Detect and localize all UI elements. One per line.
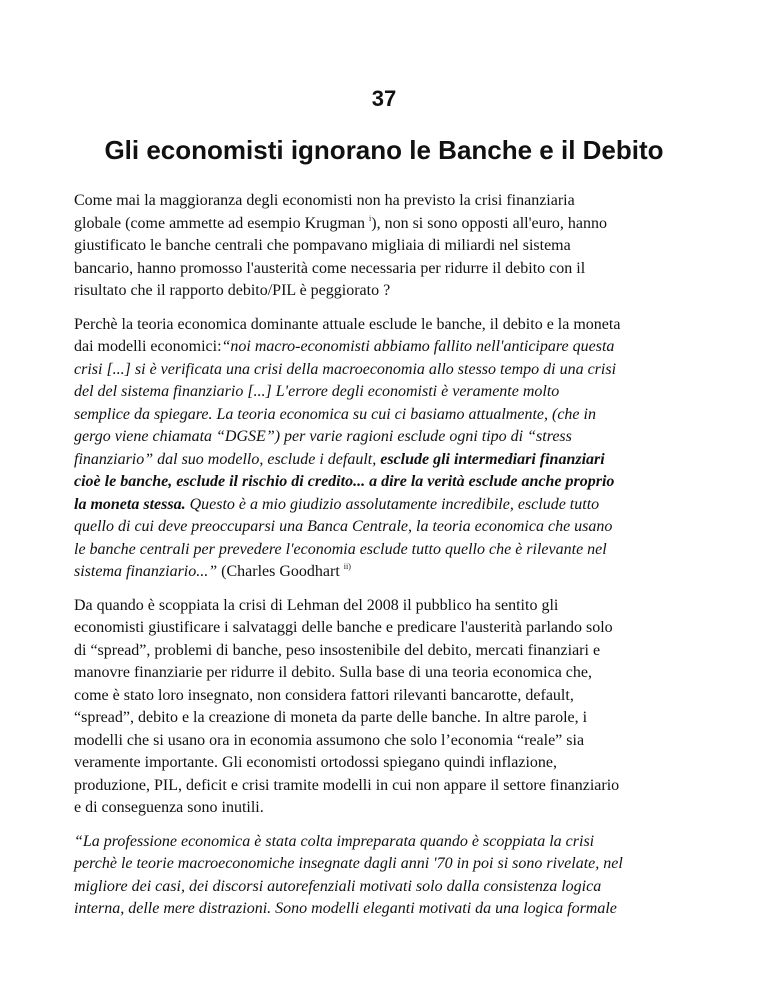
quote-line: migliore dei casi, dei discorsi autorefenziali motivati solo dalla consistenza logica xyxy=(74,877,602,895)
footnote-ref-i[interactable]: i xyxy=(369,213,372,223)
chapter-number: 37 xyxy=(371,86,397,111)
text-line: risultato che il rapporto debito/PIL è peggiorato ? xyxy=(74,282,391,299)
paragraph-4 xyxy=(74,831,694,921)
text-line: e di conseguenza sono inutili. xyxy=(74,799,264,816)
quote-line: interna, delle mere distrazioni. Sono modelli eleganti motivati da una logica formale xyxy=(74,900,617,917)
quote-line: perchè le teorie macroeconomiche insegnate dagli anni '70 in poi si sono rivelate, nel xyxy=(74,855,623,872)
body-text xyxy=(74,190,694,932)
text-line xyxy=(74,213,694,236)
emphasis-run: cioè le banche, esclude il rischio di credito... a dire la verità esclude anche proprio xyxy=(74,473,615,490)
text-run: ), non si sono opposti all'euro, hanno xyxy=(371,214,607,232)
quote-line xyxy=(74,449,694,472)
text-line: Perchè la teoria economica dominante attuale esclude le banche, il debito e la moneta xyxy=(74,315,621,333)
quote-line xyxy=(74,471,694,494)
quote-run: sistema finanziario...” xyxy=(74,563,222,580)
quote-line: le banche centrali per prevedere l'economia esclude tutto quello che è rilevante nel xyxy=(74,540,607,558)
text-run: globale (come ammette ad esempio Krugman xyxy=(74,214,370,232)
quote-run: “noi macro-economisti abbiamo fallito nell'anticipare questa xyxy=(221,338,615,355)
text-line: modelli che si usano ora in economia assumono che solo l’economia “reale” sia xyxy=(74,731,585,749)
text-line: come è stato loro insegnato, non considera fattori rilevanti bancarotte, default, xyxy=(74,686,574,704)
text-line: economisti giustificare i salvataggi delle banche e predicare l'austerità parlando solo xyxy=(74,619,613,636)
text-line: manovre finanziarie per ridurre il debito. Sulla base di una teoria economica che, xyxy=(74,664,593,681)
text-line: veramente importante. Gli economisti ortodossi spiegano quindi inflazione, xyxy=(74,754,557,771)
emphasis-run: esclude gli intermediari finanziari xyxy=(380,450,605,468)
quote-line: semplice da spiegare. La teoria economica su cui ci basiamo attualmente, (che in xyxy=(74,405,596,423)
emphasis-run: la moneta stessa. xyxy=(74,495,186,513)
paragraph-1 xyxy=(74,190,694,303)
text-line: produzione, PIL, deficit e crisi tramite modelli in cui non appare il settore finanziario xyxy=(74,776,620,794)
quote-line: gergo viene chiamata “DGSE”) per varie ragioni esclude ogni tipo di “stress xyxy=(74,428,572,445)
chapter-title: Gli economisti ignorano le Banche e il Debito xyxy=(104,135,664,165)
text-line xyxy=(74,336,694,359)
text-line: giustificato le banche centrali che pompavano migliaia di miliardi nel sistema xyxy=(74,237,571,254)
quote-line xyxy=(74,494,694,517)
text-line: di “spread”, problemi di banche, peso insostenibile del debito, mercati finanziari e xyxy=(74,641,601,659)
text-line: “spread”, debito e la creazione di moneta da parte delle banche. In altre parole, i xyxy=(74,709,588,726)
text-line: Come mai la maggioranza degli economisti non ha previsto la crisi finanziaria xyxy=(74,192,575,209)
paragraph-2 xyxy=(74,314,694,584)
footnote-ref-ii[interactable]: ii) xyxy=(343,562,351,571)
attribution: (Charles Goodhart xyxy=(221,563,344,580)
quote-line: quello di cui deve preoccuparsi una Banca Centrale, la teoria economica che usano xyxy=(74,518,613,535)
paragraph-3 xyxy=(74,595,694,820)
text-line: Da quando è scoppiata la crisi di Lehman del 2008 il pubblico ha sentito gli xyxy=(74,596,559,614)
quote-line: crisi [...] si è verificata una crisi della macroeconomia allo stesso tempo di una crisi xyxy=(74,360,617,378)
text-line xyxy=(74,561,694,584)
text-line: bancario, hanno promosso l'austerità come necessaria per ridurre il debito con il xyxy=(74,259,586,277)
quote-line: del del sistema finanziario [...] L'errore degli economisti è veramente molto xyxy=(74,383,560,400)
quote-run: Questo è a mio giudizio assolutamente incredibile, esclude tutto xyxy=(185,495,600,513)
quote-line: “La professione economica è stata colta impreparata quando è scoppiata la crisi xyxy=(74,832,595,850)
quote-run: finanziario” dal suo modello, esclude i default, xyxy=(74,450,381,468)
text-run: dai modelli economici: xyxy=(74,338,222,355)
